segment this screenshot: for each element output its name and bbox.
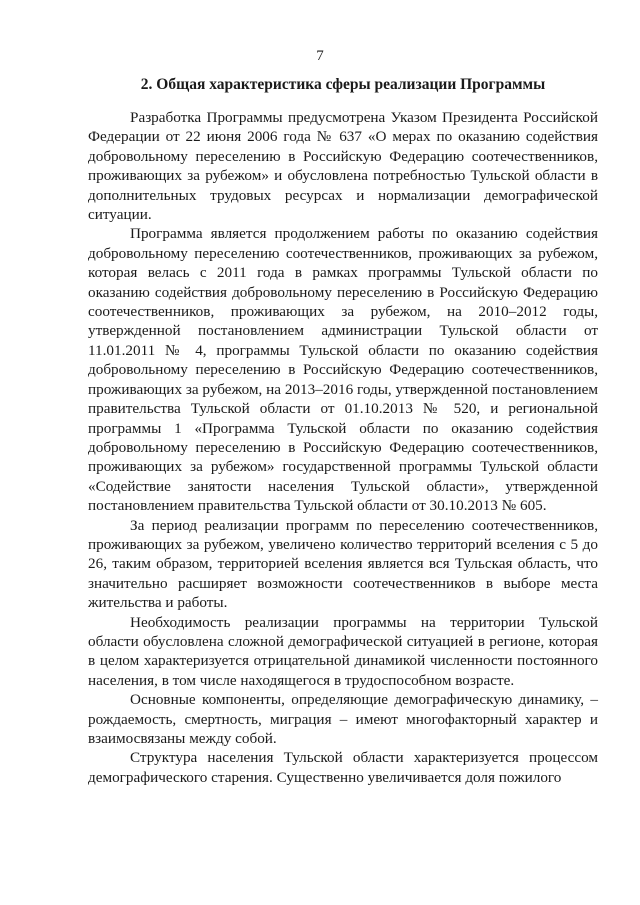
paragraph-program-necessity: Необходимость реализации программы на территории Тульской области обусловлена сложной демографической ситуацией в регионе, которая в целом характеризуется отрицательной динамикой численности постоянного населения, в том числе находящегося в трудоспособном возрасте. — [88, 613, 598, 689]
section-title: 2. Общая характеристика сферы реализации Программы — [140, 76, 546, 93]
paragraph-demographic-components: Основные компоненты, определяющие демографическую динамику, – рождаемость, смертность, миграция – имеют многофакторный характер и взаимосвязаны между собой. — [88, 691, 598, 747]
paragraph-legal-basis: Разработка Программы предусмотрена Указом Президента Российской Федерации от 22 июня 2006 года № 637 «О мерах по оказанию содействия добровольному переселению в Российскую Федерацию соотечественников, проживающих за рубежом» и обусловлена потребностью Тульской области в дополнительных трудовых ресурсах и нормализации демографической ситуации. — [88, 109, 598, 224]
paragraph-program-continuation: Программа является продолжением работы по оказанию содействия добровольному переселению соотечественников, проживающих за рубежом, которая велась с 2011 года в рамках программы Тульской области по оказанию содействия добровольному переселению в Российскую Федерацию соотечественников, проживающих за рубежом, на 2010–2012 годы, утвержденной постановлением администрации Тульской области от 11.01.2011 № 4, программы Тульской области по оказанию содействия добровольному переселению в Российскую Федерацию соотечественников, проживающих за рубежом, на 2013–2016 годы, утвержденной постановлением правительства Тульской области от 01.10.2013 № 520, и региональной программы 1 «Программа Тульской области по оказанию содействия добровольному переселению в Российскую Федерацию соотечественников, проживающих за рубежом» государственной программы Тульской области «Содействие занятости населения Тульской области», утвержденной постановлением правительства Тульской области от 30.10.2013 № 605. — [88, 225, 598, 515]
paragraph-settlement-territories: За период реализации программ по переселению соотечественников, проживающих за рубежом, увеличено количество территорий вселения с 5 до 26, таким образом, территорией вселения является вся Тульская область, что значительно расширяет возможности соотечественников в выборе места жительства и работы. — [88, 516, 598, 612]
body-text — [88, 108, 598, 787]
paragraph-population-aging: Структура населения Тульской области характеризуется процессом демографического старения. Существенно увеличивается доля пожилого — [88, 749, 598, 786]
page-number: 7 — [316, 48, 324, 64]
